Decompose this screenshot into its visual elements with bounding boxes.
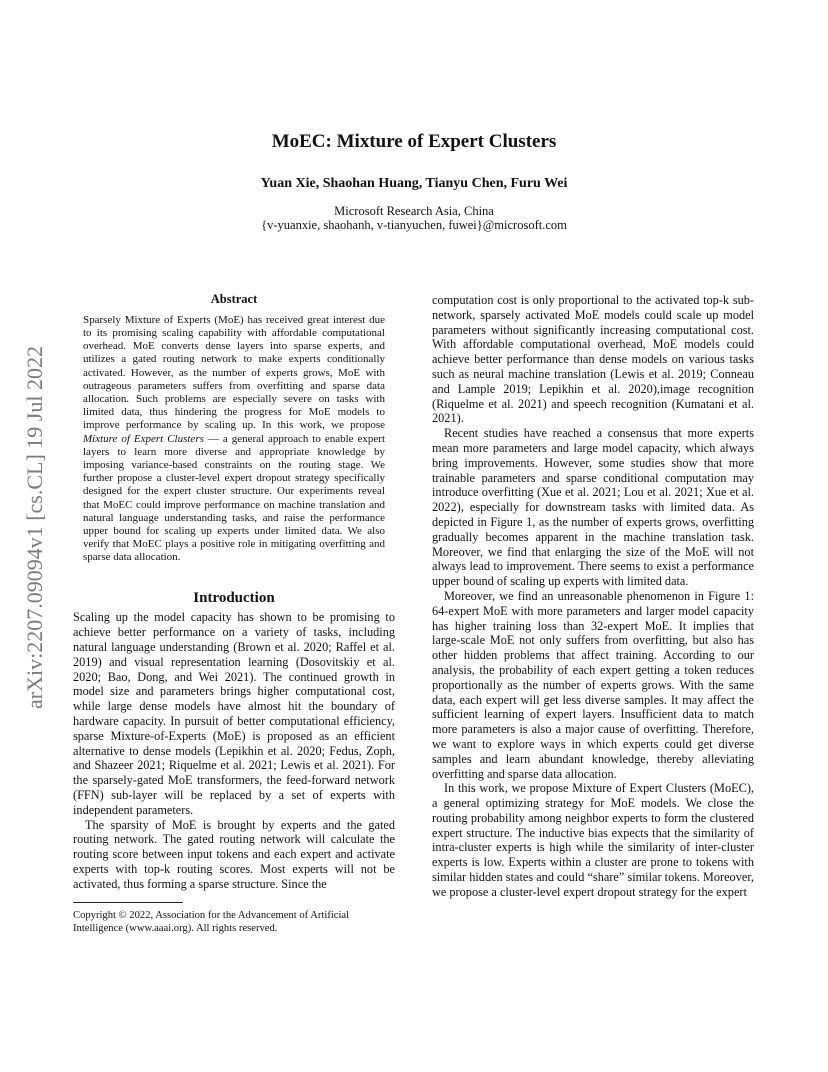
introduction-heading: Introduction [193,589,275,606]
footnote-divider [73,902,183,903]
body-paragraph: Moreover, we find an unreasonable phenomenon in Figure 1: 64-expert MoE with more parameters and larger model capacity has higher training loss than 32-expert MoE. It implies that large-scale MoE not only suffers from overfitting, but also has other hidden problems that affect training. According to our analysis, the probability of each expert getting a token reduces proportionally as the number of experts grows. With the same data, each expert will get less diverse samples. It may affect the sufficient learning of expert layers. Insufficient data to match more parameters is also a major cause of overfitting. Therefore, we want to explore ways in which experts could get diverse samples and learn abundant knowledge, thereby alleviating overfitting and sparse data allocation. [432,588,754,781]
author-emails: {v-yuanxie, shaohanh, v-tianyuchen, fuwei}@microsoft.com [261,218,567,232]
abstract-text [83,314,385,565]
left-column [73,292,395,935]
body-paragraph: Recent studies have reached a consensus that more experts mean more parameters and large model capacity, which always bring improvements. However, some studies show that more trainable parameters and sparse conditional computation may introduce overfitting (Xue et al. 2021; Lou et al. 2021; Xue et al. 2022), especially for downstream tasks with limited data. As depicted in Figure 1, as the number of experts grows, overfitting gradually becomes apparent in the machine translation task. Moreover, we find that enlarging the size of the MoE will not always lead to improvement. There seems to exist a performance upper bound of scaling up experts with limited data. [432,426,754,589]
abstract-text-part2: — a general approach to enable expert layers to learn more diverse and appropriate knowledge by imposing variance-based constraints on the routing stage. We further propose a cluster-level expert dropout strategy specifically designed for the expert cluster structure. Our experiments reveal that MoEC could improve performance on machine translation and natural language understanding tasks, and raise the performance upper bound for scaling up experts under limited data. We also verify that MoEC plays a positive role in mitigating overfitting and sparse data allocation. [83,432,385,564]
intro-paragraph: Scaling up the model capacity has shown to be promising to achieve better performance on a variety of tasks, including natural language understanding (Brown et al. 2020; Raffel et al. 2019) and visual representation learning (Dosovitskiy et al. 2020; Bao, Dong, and Wei 2021). The continued growth in model size and parameters brings higher computational cost, while large dense models have almost hit the boundary of hardware capacity. In pursuit of better computational efficiency, sparse Mixture-of-Experts (MoE) is proposed as an efficient alternative to dense models (Lepikhin et al. 2020; Fedus, Zoph, and Shazeer 2021; Riquelme et al. 2021; Lewis et al. 2021). For the sparsely-gated MoE transformers, the feed-forward network (FFN) sub-layer will be replaced by a set of experts with independent parameters. [73,610,395,817]
copyright-footnote: Copyright © 2022, Association for the Advancement of Artificial Intelligence (www.aaai.org). All rights reserved. [73,909,350,934]
abstract-method-name: Mixture of Expert Clusters [83,432,204,445]
abstract-text-part1: Sparsely Mixture of Experts (MoE) has received great interest due to its promising scaling capability with affordable computational overhead. MoE converts dense layers into sparse experts, and utilizes a gated routing network to make experts conditionally activated. However, as the number of experts grows, MoE with outrageous parameters suffers from overfitting and sparse data allocation. Such problems are especially severe on tasks with limited data, thus hindering the progress for MoE models to improve performance by scaling up. In this work, we propose [83,313,385,432]
abstract-heading: Abstract [210,292,258,306]
affiliation: Microsoft Research Asia, China [334,204,494,218]
body-paragraph: computation cost is only proportional to the activated top-k sub-network, sparsely activated MoE models could scale up model parameters without significantly increasing computational cost. With affordable computational overhead, MoE models could achieve better performance than dense models on various tasks such as neural machine translation (Lewis et al. 2019; Conneau and Lample 2019; Lepikhin et al. 2020),image recognition (Riquelme et al. 2021) and speech recognition (Kumatani et al. 2021). [432,293,754,426]
author-list: Yuan Xie, Shaohan Huang, Tianyu Chen, Furu Wei [260,176,568,191]
right-column [432,293,754,900]
intro-paragraph: The sparsity of MoE is brought by experts and the gated routing network. The gated routing network will calculate the routing score between input tokens and each expert and activate experts with top-k routing scores. Most experts will not be activated, thus forming a sparse structure. Since the [73,817,395,891]
arxiv-identifier-stamp: arXiv:2207.09094v1 [cs.CL] 19 Jul 2022 [22,346,47,710]
body-paragraph: In this work, we propose Mixture of Expert Clusters (MoEC), a general optimizing strategy for MoE models. We close the routing probability among neighbor experts to form the clustered expert structure. The inductive bias expects that the similarity of intra-cluster experts is high while the similarity of inter-cluster experts is low. Experts within a cluster are prone to tokens with similar hidden states and could “share” similar tokens. Moreover, we propose a cluster-level expert dropout strategy for the expert [432,781,754,899]
paper-title: MoEC: Mixture of Expert Clusters [271,131,557,152]
